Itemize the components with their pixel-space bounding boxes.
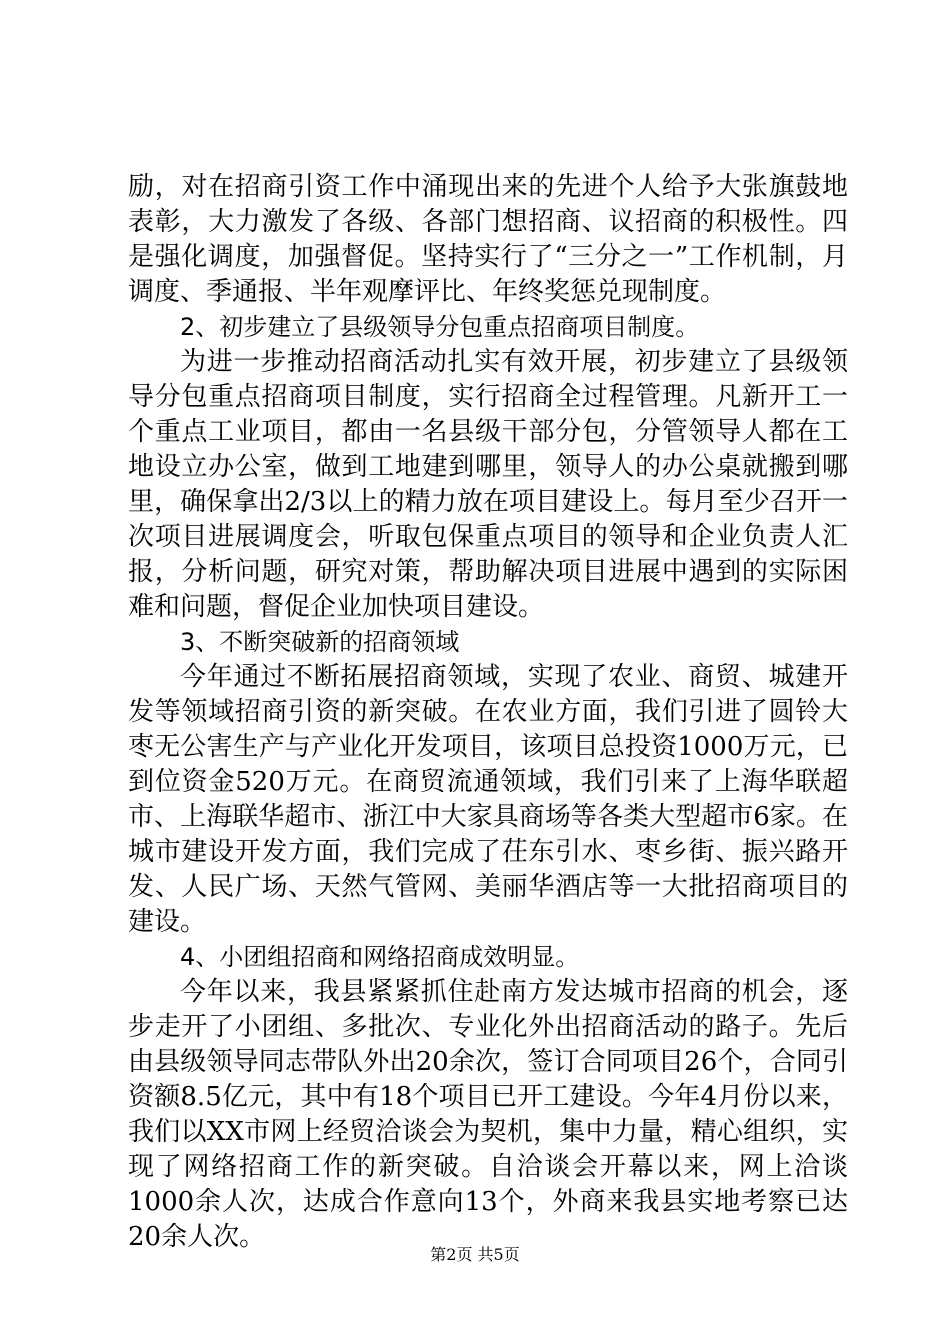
document-body	[128, 170, 848, 1255]
paragraph-section-3: 今年通过不断拓展招商领域，实现了农业、商贸、城建开发等领域招商引资的新突破。在农业方面，我们引进了圆铃大枣无公害生产与产业化开发项目，该项目总投资1000万元，已到位资金520万元。在商贸流通领域，我们引来了上海华联超市、上海联华超市、浙江中大家具商场等各类大型超市6家。在城市建设开发方面，我们完成了茌东引水、枣乡街、振兴路开发、人民广场、天然气管网、美丽华酒店等一大批招商项目的建设。	[128, 662, 848, 937]
paragraph-continued: 励，对在招商引资工作中涌现出来的先进个人给予大张旗鼓地表彰，大力激发了各级、各部门想招商、议招商的积极性。四是强化调度，加强督促。坚持实行了“三分之一”工作机制，月调度、季通报、半年观摩评比、年终奖惩兑现制度。	[128, 172, 848, 307]
section-heading-4: 4、小团组招商和网络招商成效明显。	[180, 943, 580, 971]
paragraph-section-4: 今年以来，我县紧紧抓住赴南方发达城市招商的机会，逐步走开了小团组、多批次、专业化外出招商活动的路子。先后由县级领导同志带队外出20余次，签订合同项目26个，合同引资额8.5亿元，其中有18个项目已开工建设。今年4月份以来，我们以XX市网上经贸洽谈会为契机，集中力量，精心组织，实现了网络招商工作的新突破。自洽谈会开幕以来，网上洽谈1000余人次，达成合作意向13个，外商来我县实地考察已达20余人次。	[128, 977, 848, 1252]
section-heading-3: 3、不断突破新的招商领域	[180, 628, 460, 656]
page-footer	[0, 1242, 950, 1265]
section-heading-2: 2、初步建立了县级领导分包重点招商项目制度。	[180, 313, 700, 341]
paragraph-section-2: 为进一步推动招商活动扎实有效开展，初步建立了县级领导分包重点招商项目制度，实行招商全过程管理。凡新开工一个重点工业项目，都由一名县级干部分包，分管领导人都在工地设立办公室，做到工地建到哪里，领导人的办公桌就搬到哪里，确保拿出2/3以上的精力放在项目建设上。每月至少召开一次项目进展调度会，听取包保重点项目的领导和企业负责人汇报，分析问题，研究对策，帮助解决项目进展中遇到的实际困难和问题，督促企业加快项目建设。	[128, 347, 848, 622]
page-number: 第2页 共5页	[430, 1245, 520, 1264]
